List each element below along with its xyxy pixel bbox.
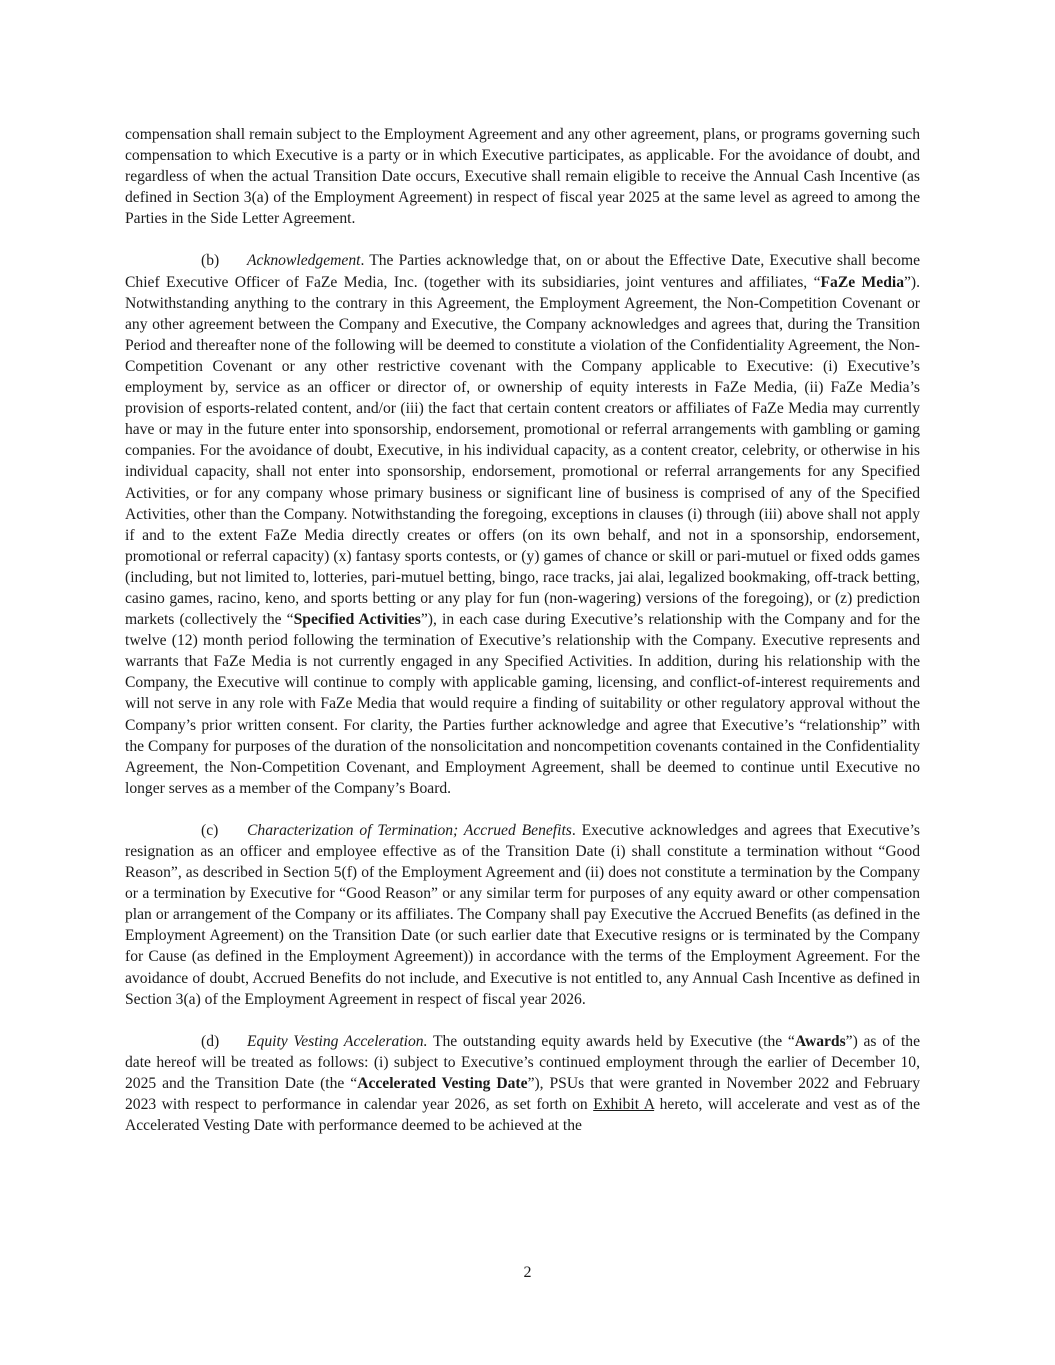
section-label: (c) <box>201 821 219 839</box>
section-heading: Equity Vesting Acceleration. <box>247 1032 428 1050</box>
defined-term-specified-activities: Specified Activities <box>293 611 421 629</box>
section-text: hereto, will accelerate and vest as of the Accelerated Vesting Date with performance deemed to be achieved at the <box>125 1096 920 1135</box>
paragraph-text: compensation shall remain subject to the Employment Agreement and any other agreement, plans, or programs governing such compensation to which Executive is a party or in which Executive participates, as applicable. For the avoidance of doubt, and regardless of when the actual Transition Date occurs, Executive shall remain eligible to receive the Annual Cash Incentive (as defined in Section 3(a) of the Employment Agreement) in respect of fiscal year 2025 at the same level as agreed to among the Parties in the Side Letter Agreement. <box>125 126 920 228</box>
defined-term-accelerated-vesting-date: Accelerated Vesting Date <box>357 1074 528 1092</box>
heading-suffix: . <box>360 252 370 270</box>
section-text: The outstanding equity awards held by Executive (the “ <box>432 1032 795 1050</box>
heading-suffix: . <box>571 821 582 839</box>
section-text: Executive acknowledges and agrees that Executive’s resignation as an officer and employee effective as of the Transition Date (i) shall constitute a termination without “Good Reason”, as described in Section 5(f) of the Employment Agreement and (ii) does not constitute a termination by the Company or a termination by Executive for “Good Reason” or any similar term for purposes of any equity award or other compensation plan or arrangement of the Company or its affiliates. The Company shall pay Executive the Accrued Benefits (as defined in the Employment Agreement) on the Transition Date (or such earlier date that Executive resigns or is terminated by the Company for Cause (as defined in the Employment Agreement)) in accordance with the terms of the Employment Agreement. For the avoidance of doubt, Accrued Benefits do not include, and Executive is not entitled to, any Annual Cash Incentive as defined in Section 3(a) of the Employment Agreement in respect of fiscal year 2026. <box>125 821 920 1008</box>
section-text: ”). Notwithstanding anything to the contrary in this Agreement, the Employment Agreement, the Non-Competition Covenant or any other agreement between the Company and Executive, the Company acknowledges and agrees that, during the Transition Period and thereafter none of the following will be deemed to constitute a violation of the Confidentiality Agreement, the Non-Competition Covenant or any other restrictive covenant with the Company applicable to Executive: (i) Executive’s employment by, service as an officer or director of, or ownership of equity interests in FaZe Media, (ii) FaZe Media’s provision of esports-related content, and/or (iii) the fact that certain content creators or affiliates of FaZe Media may currently have or may in the future enter into sponsorship, endorsement, promotional or referral arrangements with gambling or gaming companies. For the avoidance of doubt, Executive, in his individual capacity, as a content creator, celebrity, or otherwise in his individual capacity, shall not enter into sponsorship, endorsement, promotional or referral arrangements for any Specified Activities, or for any company whose primary business or significant line of business is comprised of any of the Specified Activities, other than the Company. Notwithstanding the foregoing, exceptions in clauses (i) through (iii) above shall not apply if and to the extent FaZe Media directly creates or offers (on its own behalf, and not in a sponsorship, endorsement, promotional or referral capacity) (x) fantasy sports contests, or (y) games of chance or skill or pari-mutuel or fixed odds games (including, but not limited to, lotteries, pari-mutuel betting, bingo, race tracks, jai alai, legalized bookmaking, off-track betting, casino games, racino, keno, and sports betting or any play for fun (non-wagering) versions of the foregoing), or (z) prediction markets (collectively the “ <box>125 273 921 629</box>
section-text: ”), in each case during Executive’s relationship with the Company and for the twelve (12) month period following the termination of Executive’s relationship with the Company. Executive represents and warrants that FaZe Media is not currently engaged in any Specified Activities. In addition, during his relationship with the Company, the Executive will continue to comply with applicable gaming, licensing, and conflict-of-interest requirements and will not serve in any role with FaZe Media that would require a finding of suitability or other regulatory approval without the Company’s prior written consent. For clarity, the Parties further acknowledge and agree that Executive’s “relationship” with the Company for purposes of the duration of the nonsolicitation and noncompetition covenants contained in the Confidentiality Agreement, the Non-Competition Covenant, and Employment Agreement, shall be deemed to continue until Executive no longer serves as a member of the Company’s Board. <box>125 611 920 797</box>
defined-term-faze-media: FaZe Media <box>820 273 904 291</box>
section-b-acknowledgement <box>125 250 920 798</box>
section-heading: Acknowledgement <box>247 252 361 270</box>
exhibit-a-reference: Exhibit A <box>593 1096 655 1114</box>
section-text: ”) as of the date hereof will be treated as follows: (i) subject to Executive’s continued employment through the earlier of December 10, 2025 and the Transition Date (the “ <box>125 1032 920 1092</box>
section-label: (d) <box>201 1032 220 1050</box>
section-text: ”), PSUs that were granted in November 2022 and February 2023 with respect to performance in calendar year 2026, as set forth on <box>125 1074 920 1114</box>
section-heading: Characterization of Termination; Accrued Benefits <box>247 821 572 839</box>
section-text: The Parties acknowledge that, on or about the Effective Date, Executive shall become Chief Executive Officer of FaZe Media, Inc. (together with its subsidiaries, joint ventures and affiliates, “ <box>125 252 921 291</box>
document-page <box>125 124 920 1157</box>
section-c-termination <box>125 820 920 1010</box>
page-number: 2 <box>523 1264 532 1281</box>
section-label: (b) <box>201 252 220 270</box>
section-d-equity-vesting <box>125 1031 920 1136</box>
defined-term-awards: Awards <box>794 1032 846 1050</box>
paragraph-continuation <box>125 124 920 229</box>
